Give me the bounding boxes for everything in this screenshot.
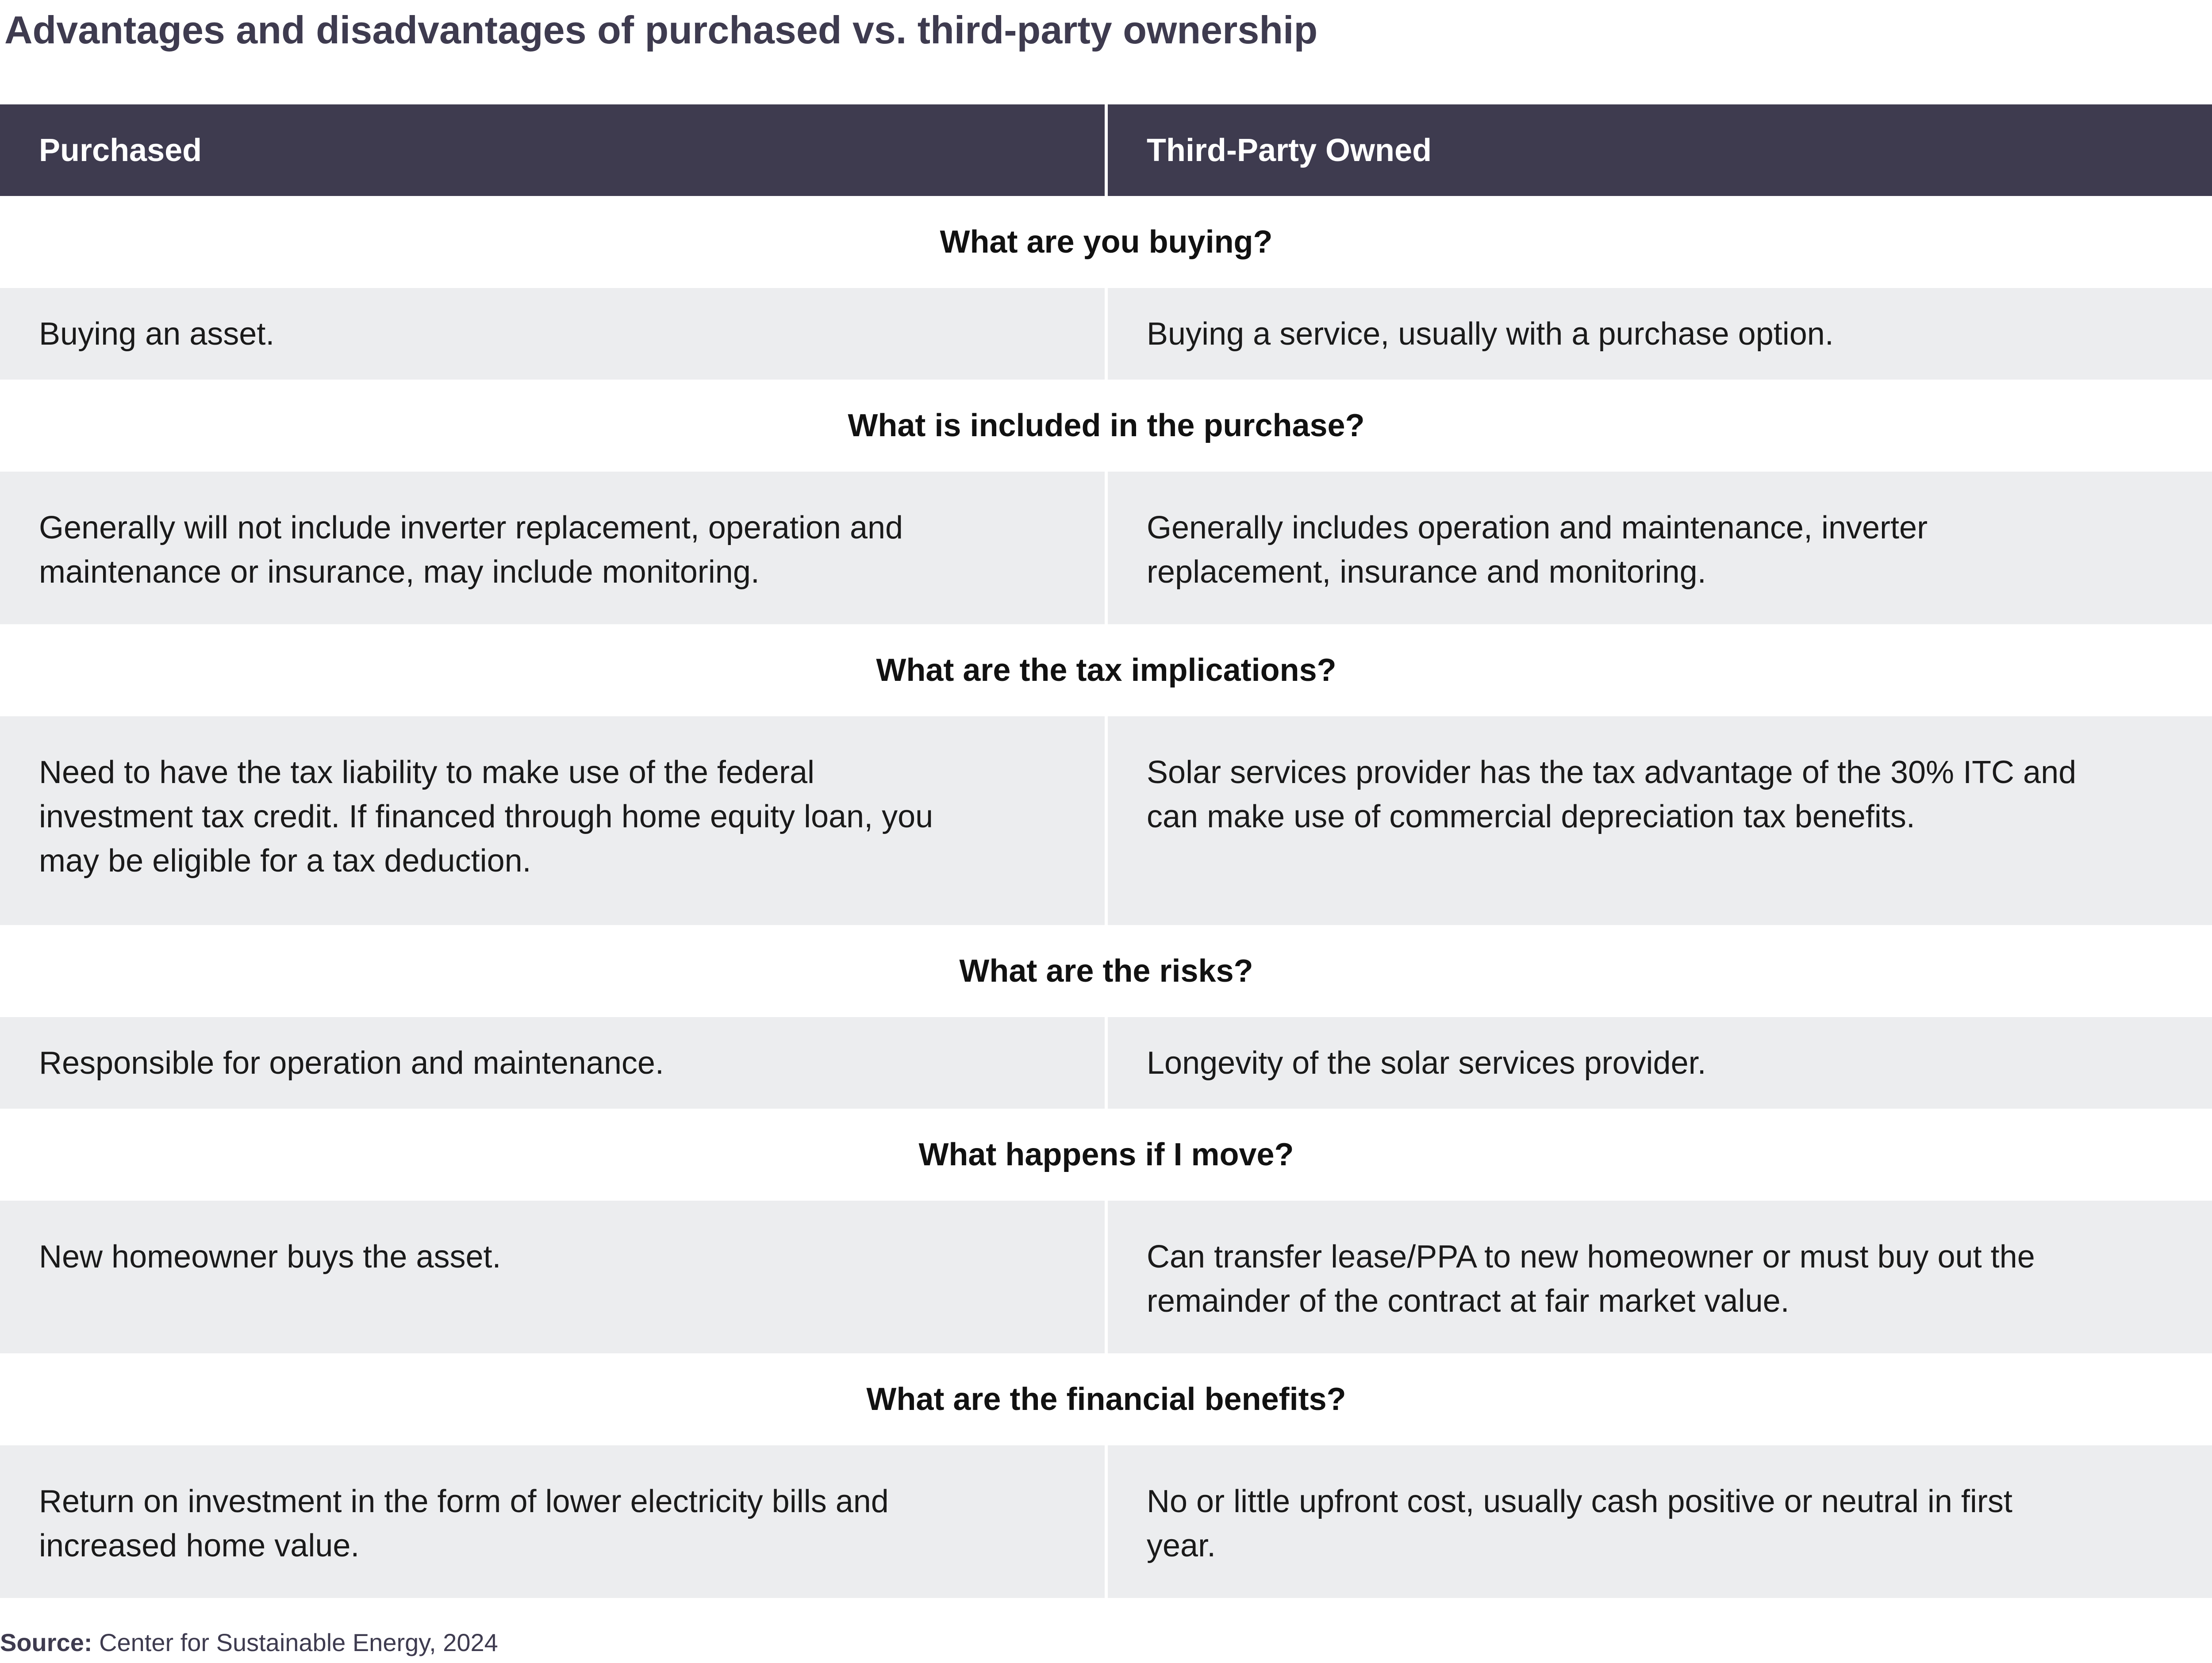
third-party-cell: Can transfer lease/PPA to new homeowner or must buy out the remainder of the contract at fair market value.	[1108, 1201, 2212, 1353]
source-text: Center for Sustainable Energy, 2024	[99, 1628, 498, 1656]
column-divider	[1105, 716, 1108, 925]
column-divider	[1105, 472, 1108, 624]
purchased-cell: Return on investment in the form of lower electricity bills and increased home value.	[0, 1445, 1105, 1598]
third-party-cell: Longevity of the solar services provider.	[1108, 1017, 2212, 1109]
purchased-cell: Need to have the tax liability to make use of the federal investment tax credit. If financed through home equity loan, you may be eligible for a tax deduction.	[0, 716, 1105, 925]
table-row	[0, 716, 2212, 925]
table-header	[0, 104, 2212, 196]
table-row	[0, 1017, 2212, 1109]
section-question: What are the financial benefits?	[0, 1353, 2212, 1445]
column-divider	[1105, 104, 1108, 196]
source-note	[0, 1628, 498, 1657]
column-header-purchased: Purchased	[39, 132, 202, 168]
purchased-cell: Buying an asset.	[0, 288, 1105, 380]
section-question: What are the risks?	[0, 925, 2212, 1017]
section-question: What are the tax implications?	[0, 624, 2212, 716]
column-divider	[1105, 1017, 1108, 1109]
column-divider	[1105, 1445, 1108, 1598]
comparison-table	[0, 104, 2212, 1598]
page-title: Advantages and disadvantages of purchased vs. third-party ownership	[4, 8, 1318, 52]
table-row	[0, 1201, 2212, 1353]
purchased-cell: Responsible for operation and maintenance.	[0, 1017, 1105, 1109]
column-divider	[1105, 1201, 1108, 1353]
section-question: What are you buying?	[0, 196, 2212, 288]
column-divider	[1105, 288, 1108, 380]
purchased-cell: New homeowner buys the asset.	[0, 1201, 1105, 1353]
table-row	[0, 472, 2212, 624]
third-party-cell: Solar services provider has the tax advantage of the 30% ITC and can make use of commercial depreciation tax benefits.	[1108, 716, 2212, 925]
third-party-cell: Generally includes operation and maintenance, inverter replacement, insurance and monitoring.	[1108, 472, 2212, 624]
source-label: Source:	[0, 1628, 92, 1656]
column-header-third-party: Third-Party Owned	[1147, 132, 1432, 168]
third-party-cell: No or little upfront cost, usually cash positive or neutral in first year.	[1108, 1445, 2212, 1598]
section-question: What is included in the purchase?	[0, 380, 2212, 472]
table-row	[0, 1445, 2212, 1598]
table-row	[0, 288, 2212, 380]
section-question: What happens if I move?	[0, 1109, 2212, 1201]
purchased-cell: Generally will not include inverter replacement, operation and maintenance or insurance, may include monitoring.	[0, 472, 1105, 624]
third-party-cell: Buying a service, usually with a purchase option.	[1108, 288, 2212, 380]
